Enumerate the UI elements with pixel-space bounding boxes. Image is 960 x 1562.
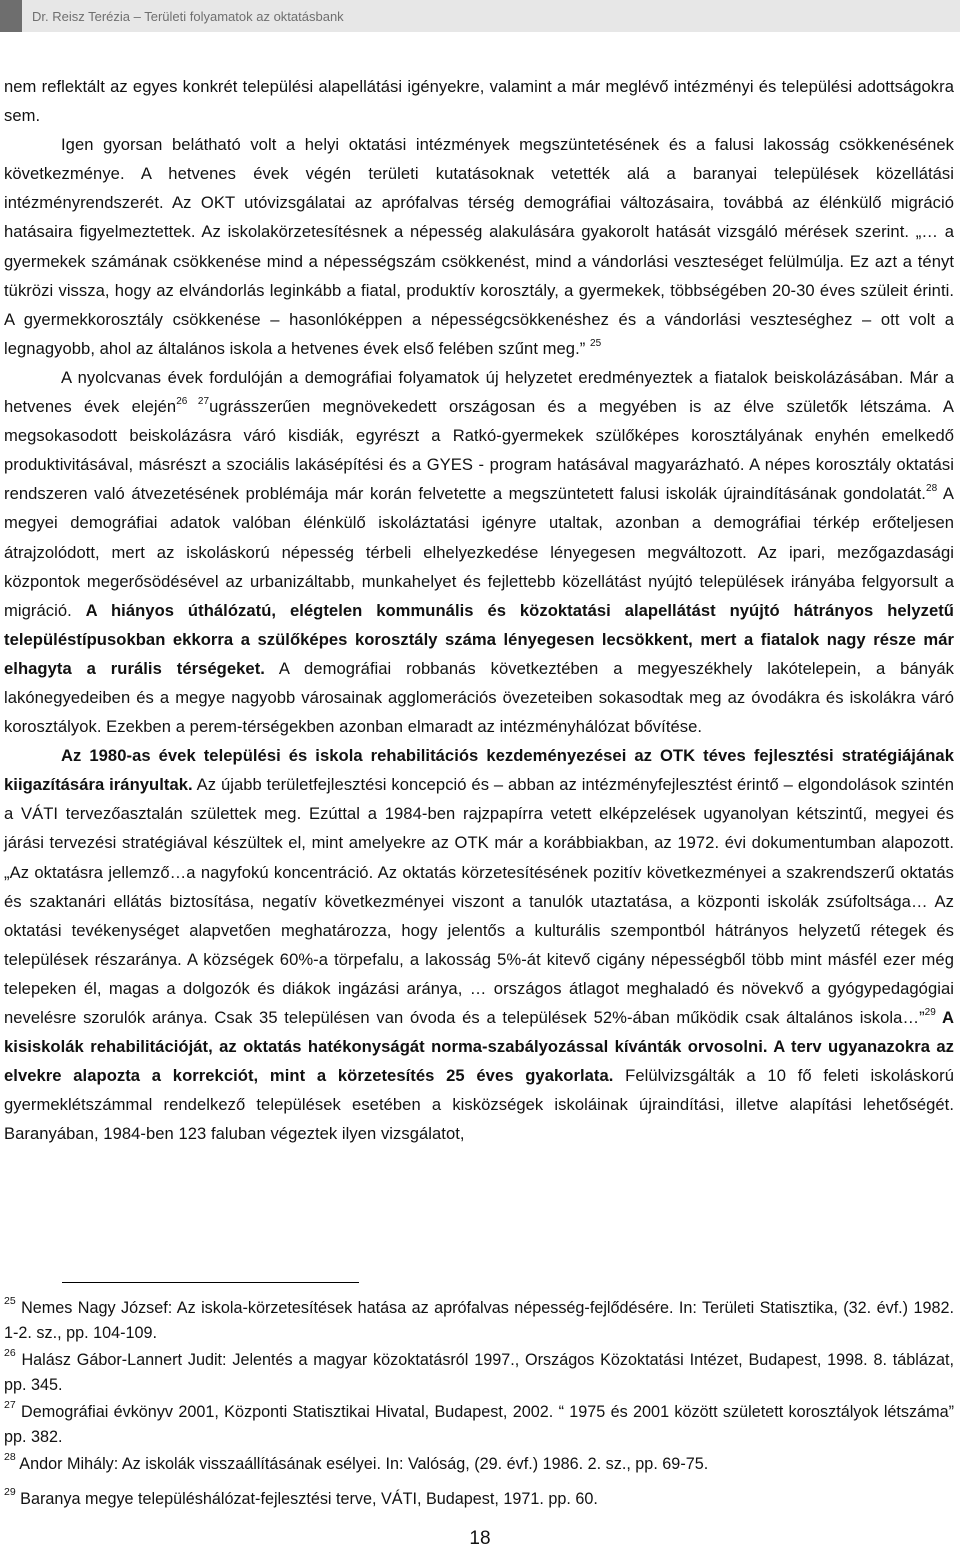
paragraph-text: Felülvizsgálták a 10 fő feleti iskoláskorú gyermeklétszámmal rendelkező települések esetében a kisközségek iskoláinak újraindítási, illetve alapítási lehetőségét. Baranyában, 1984-ben 123 faluban végeztek ilyen vizsgálatot, <box>4 1066 954 1144</box>
footnote-number: 27 <box>4 1399 16 1411</box>
footnote-25 <box>4 1296 954 1346</box>
paragraph-4 <box>4 741 954 1148</box>
page-number: 18 <box>469 1528 491 1549</box>
header-title: Dr. Reisz Terézia – Területi folyamatok az oktatásbank <box>22 0 960 32</box>
paragraph-text: A nyolcvanas évek fordulóján a demográfiai folyamatok új helyzetet eredményeztek a fiatalok beiskolázásában. <box>61 367 904 387</box>
paragraph-2 <box>4 130 954 363</box>
footnote-text: Demográfiai évkönyv 2001, Központi Statisztikai Hivatal, Budapest, 2002. “ 1975 és 2001 között született korosztályok létszáma” pp. 382. <box>4 1403 954 1446</box>
footnote-28 <box>4 1452 954 1477</box>
main-text <box>4 72 954 1148</box>
footnote-number: 26 <box>4 1347 16 1359</box>
footnote-29 <box>4 1487 954 1512</box>
running-header <box>0 0 960 32</box>
footnote-26 <box>4 1348 954 1398</box>
footnote-ref[interactable]: 29 <box>924 1007 936 1018</box>
paragraph-text: Már a hetvenes évek elején <box>4 367 955 417</box>
paragraph-text: ugrásszerűen megnövekedett országosan és a megyében is az élve születők létszáma. A megsokasodott beiskolázásra váró kisdiák, egyrészt a Ratkó-gyermekek szülőképes korosztályának enyhén emelkedő produktivitásával, másrészt a szociális lakásépítési és a GYES - program hatásával magyarázható. A népes korosztály oktatási rendszeren való átvezetésének problémája már korán felvetette a megszüntetett falusi iskolák újraindításának gondolatát. <box>4 397 954 504</box>
footnote-number: 28 <box>4 1451 16 1463</box>
paragraph-text: nem reflektált az egyes konkrét települési alapellátási igényekre, valamint a már meglévő intézményi és települési adottságokra sem. <box>4 77 954 126</box>
paragraph-text: Az újabb területfejlesztési koncepció és – abban az intézményfejlesztést érintő – elgondolások szintén a VÁTI tervezőasztalán születtek meg. Ezúttal a 1984-ben rajzpapírra vetett elképzelések ugyanolyan kétszintű, megyei és járási tervezési stratégiával készültek el, mint amelyekre az OTK már a korábbiakban, az 1972. évi dokumentumban alapozott. „Az oktatásra jellemző…a nagyfokú koncentráció. Az oktatás körzetesítésének pozitív következményei a szakrendszerű oktatás és szaktanári ellátás biztosítása, negatív következményei viszont a tanulók utaztatása, a központi iskolák zsúfoltsága… Az oktatási tevékenységet alapvetően meghatározza, hogy jelentős a kulturális szempontból hátrányos helyzetű rétegek és települések részaránya. A községek 60%-a törpefalu, a lakosság 5%-át kitevő cigány népességből több mint másfél ezer még telepeken él, magas a dolgozók és diákok ingázási aránya, … országos átlagot meghaladó és növekvő a gyógypedagógiai nevelésre szorulók aránya. Csak 35 településen van óvoda és a települések 52%-ában működik csak általános iskola…” <box>4 775 954 1027</box>
footnote-ref[interactable]: 26 27 <box>176 396 210 408</box>
paragraph-text: A demográfiai robbanás következtében a megyeszékhely lakótelepein, a bányák lakónegyedeiben és a megye nagyobb városainak agglomerációs övezeteiben sokasodtak meg az óvodákra és iskolákra váró korosztályok. Ezekben a perem-térségekben azonban elmaradt az intézményhálózat bővítése. <box>4 658 954 737</box>
paragraph-text: A megyei demográfiai adatok valóban élénkülő iskoláztatási igényre utaltak, azonban a demográfiai térkép erőteljesen átrajzolódott, mert az iskoláskorú népesség térbeli elhelyezkedése lényegesen megváltozott. Az ipari, mezőgazdasági központok megerősödésével az urbanizáltabb, munkahelyet és fejlettebb közellátást nyújtó települések irányába felgyorsult a migráció. <box>4 484 954 620</box>
footnote-text: Baranya megye településhálózat-fejlesztési terve, VÁTI, Budapest, 1971. pp. 60. <box>15 1490 598 1508</box>
bold-statement: A hiányos úthálózatú, elégtelen kommunális és közoktatási alapellátást nyújtó hátrányos helyzetű településtípusokban ekkorra a szülőképes korosztály száma lényegesen lecsökkent, mert a fiatalok nagy része már elhagyta a rurális térségeket. <box>4 600 954 678</box>
footnote-text: Nemes Nagy József: Az iskola-körzetesítések hatása az aprófalvas népesség-fejlődésére. In: Területi Statisztika, (32. évf.) 1982. 1-2. sz., pp. 104-109. <box>4 1299 954 1342</box>
header-accent-block <box>0 0 22 32</box>
footnote-number: 29 <box>4 1486 16 1498</box>
footnote-number: 25 <box>4 1295 16 1307</box>
paragraph-1 <box>4 72 954 130</box>
footnote-text: Andor Mihály: Az iskolák visszaállításának esélyei. In: Valóság, (29. évf.) 1986. 2. sz., pp. 69-75. <box>15 1455 709 1473</box>
footnote-separator <box>62 1282 359 1283</box>
footnote-text: Halász Gábor-Lannert Judit: Jelentés a magyar közoktatásról 1997., Országos Közoktatási Intézet, Budapest, 1998. 8. táblázat, pp. 345. <box>4 1351 954 1394</box>
footnotes <box>4 1296 954 1514</box>
paragraph-text: Igen gyorsan belátható volt a helyi oktatási intézmények megszüntetésének és a falusi lakosság csökkenésének következménye. A hetvenes évek végén területi kutatásoknak vetették alá a baranyai települések közellátási intézményrendszerét. Az OKT utóvizsgálatai az aprófalvas térség demográfiai változásaira, továbbá az élénkülő migráció hatásaira figyelmeztettek. Az iskolakörzetesítésnek a népesség alakulására gyakorolt hatását vizsgáló mérések szerint. „… a gyermekek számának csökkenése mind a népességszám csökkenést, mind a vándorlási veszteséget felülmúlja. Ez azt a tényt tükrözi vissza, hogy az elvándorlás leginkább a fiatal, produktív korosztály, a gyermekek, többségében 20-30 éves szüleit érinti. A gyermekkorosztály csökkenése – hasonlóképpen a népességcsökkenéshez és a vándorlási veszteséghez – ott volt a legnagyobb, ahol az általános iskola a hetvenes évek első felében szűnt meg.” <box>4 135 954 358</box>
bold-statement: Az 1980-as évek települési és iskola rehabilitációs kezdeményezései az OTK téves fejlesztési stratégiájának kiigazítására irányultak. <box>4 746 954 795</box>
paragraph-3 <box>4 363 954 741</box>
footnote-ref[interactable]: 28 <box>925 483 938 495</box>
footnote-27 <box>4 1400 954 1450</box>
footnote-ref[interactable]: 25 <box>590 337 602 349</box>
bold-statement: A kisiskolák rehabilitációját, az oktatás hatékonyságát norma-szabályozással kívánták orvosolni. A terv ugyanazokra az elvekre alapozta a korrekciót, mint a körzetesítés 25 éves gyakorlata. <box>4 1008 955 1086</box>
